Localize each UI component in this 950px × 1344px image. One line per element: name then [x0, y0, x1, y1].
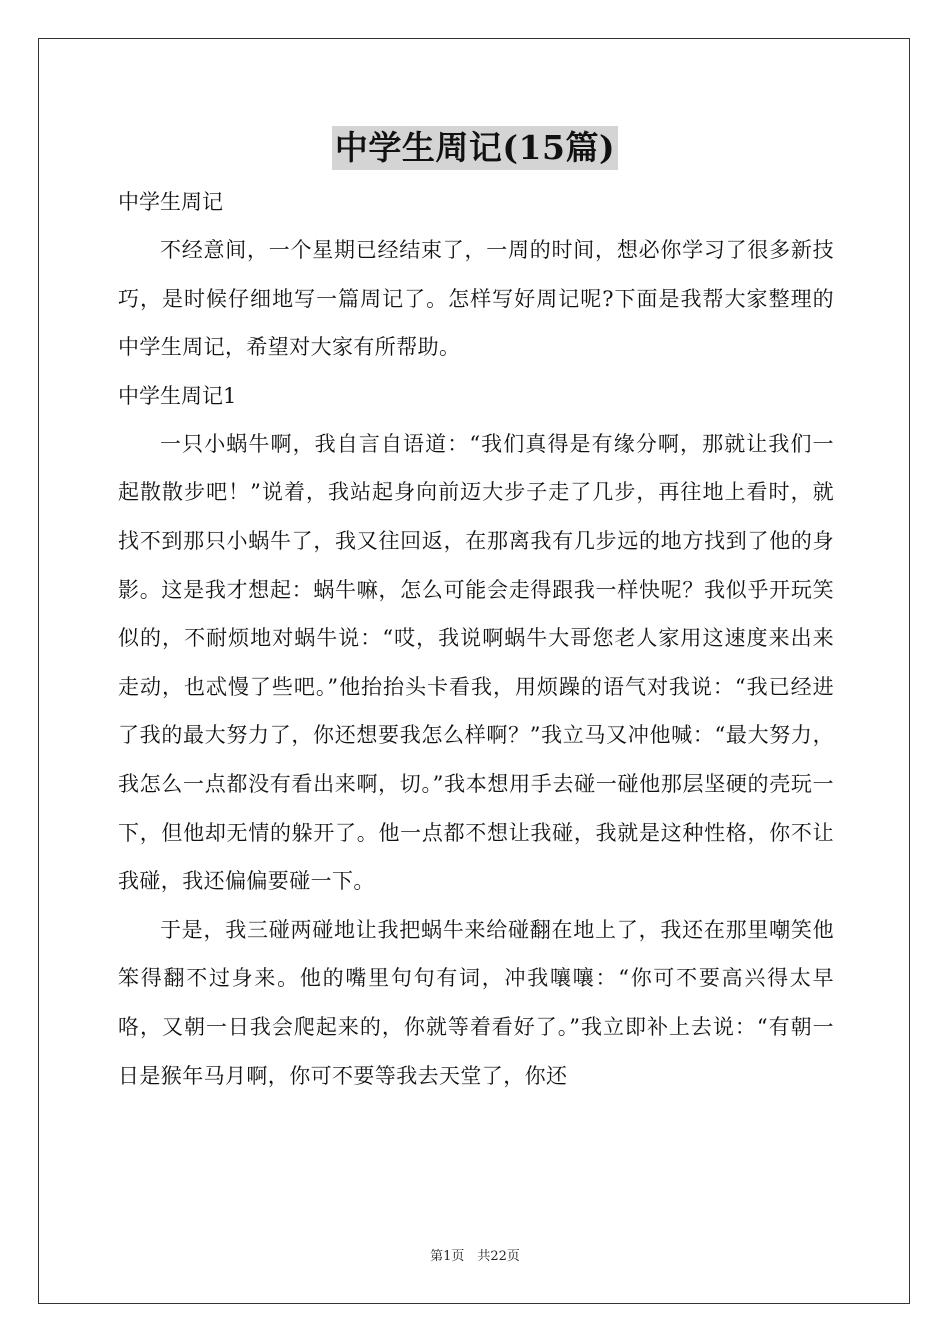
page-number-footer: 第1页 共22页	[430, 1249, 520, 1264]
document-body	[118, 178, 834, 1100]
section-heading: 中学生周记	[118, 190, 223, 214]
paragraph: 于是，我三碰两碰地让我把蜗牛来给碰翻在地上了，我还在那里嘲笑他笨得翻不过身来。他的嘴里句句有词，冲我嚷嚷：“你可不要高兴得太早咯，又朝一日我会爬起来的，你就等着看好了。”我立即补上去说：“有朝一日是猴年马月啊，你可不要等我去天堂了，你还	[118, 917, 834, 1088]
title-container	[0, 126, 950, 170]
section-heading: 中学生周记1	[118, 383, 237, 408]
paragraph: 一只小蜗牛啊，我自言自语道：“我们真得是有缘分啊，那就让我们一起散散步吧！”说着，我站起身向前迈大步子走了几步，再往地上看时，就找不到那只小蜗牛了，我又往回返，在那离我有几步远的地方找到了他的身影。这是我才想起：蜗牛嘛，怎么可能会走得跟我一样快呢？我似乎开玩笑似的，不耐烦地对蜗牛说：“哎，我说啊蜗牛大哥您老人家用这速度来出来走动，也忒慢了些吧。”他抬抬头卡看我，用烦躁的语气对我说：“我已经进了我的最大努力了，你还想要我怎么样啊？”我立马又冲他喊：“最大努力，我怎么一点都没有看出来啊，切。”我本想用手去碰一碰他那层坚硬的壳玩一下，但他却无情的躲开了。他一点都不想让我碰，我就是这种性格，你不让我碰，我还偏偏要碰一下。	[118, 431, 834, 894]
document-title: 中学生周记(15篇)	[332, 126, 618, 170]
paragraph: 不经意间，一个星期已经结束了，一周的时间，想必你学习了很多新技巧，是时候仔细地写一篇周记了。怎样写好周记呢?下面是我帮大家整理的中学生周记，希望对大家有所帮助。	[118, 238, 834, 360]
